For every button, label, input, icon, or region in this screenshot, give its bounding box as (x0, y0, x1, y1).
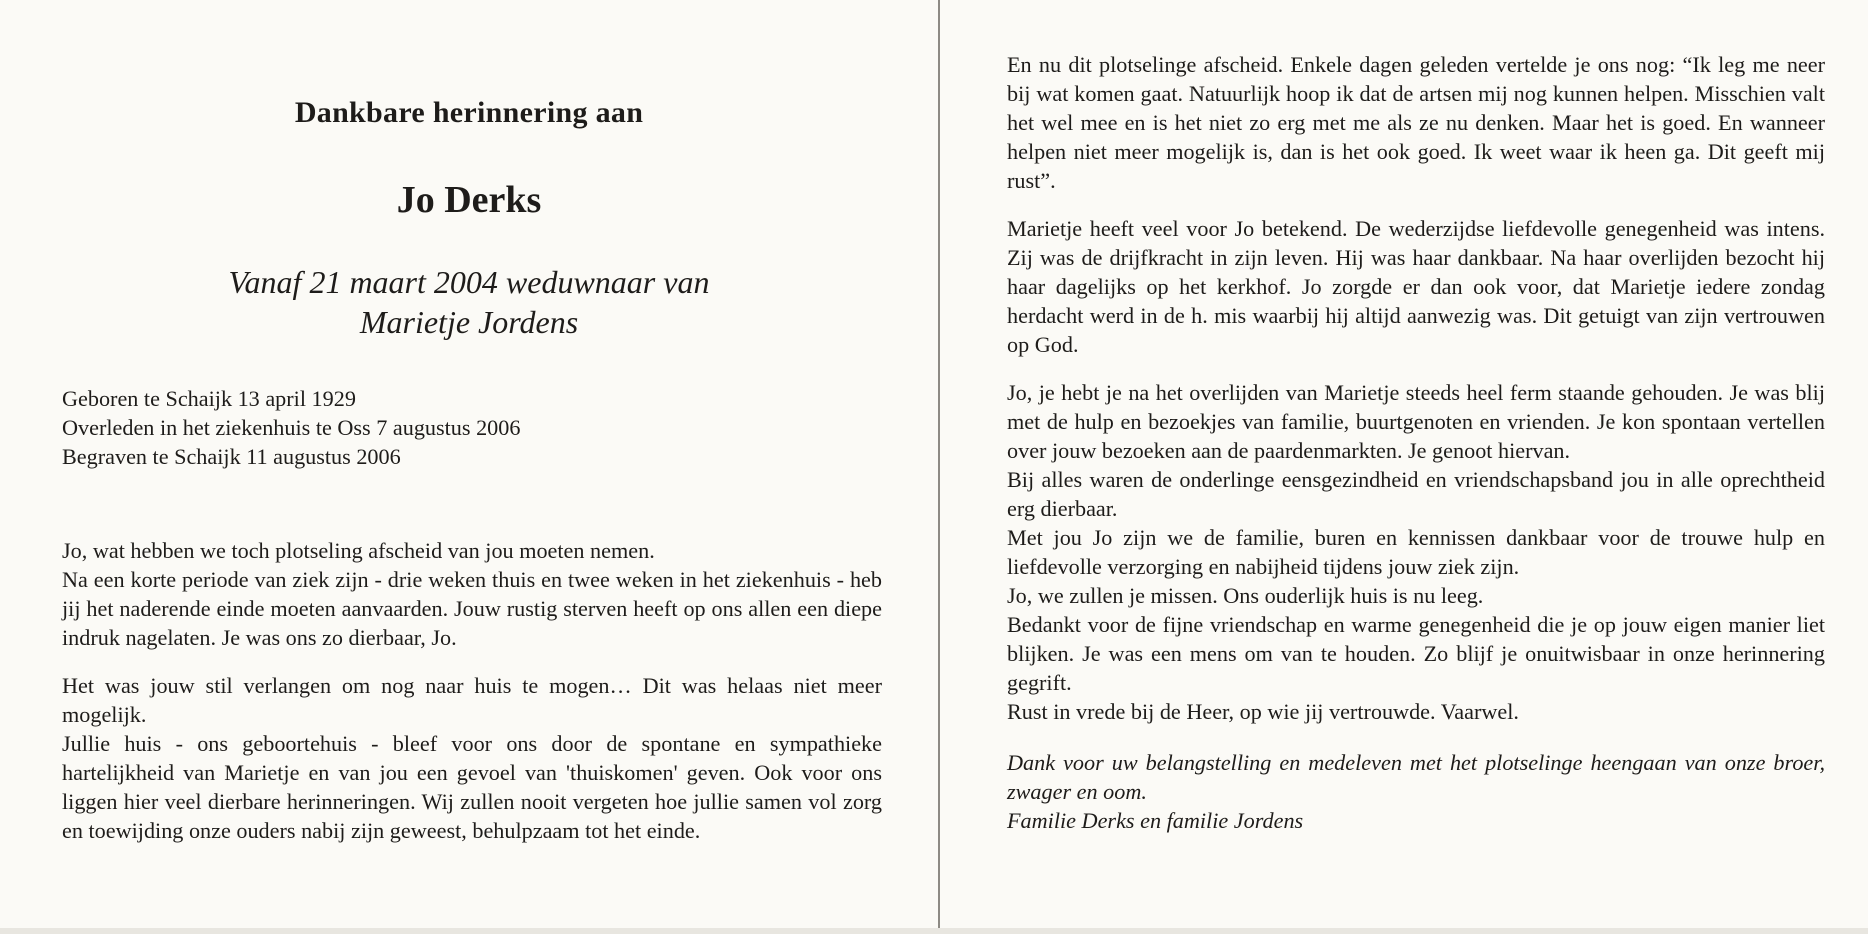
paragraph: Het was jouw stil verlangen om nog naar huis te mogen… Dit was helaas niet meer mogelijk. (62, 673, 882, 727)
paragraph: Bedankt voor de fijne vriendschap en warme genegenheid die je op jouw eigen manier liet blijken. Je was een mens om van te houden. Zo blijf je onuitwisbaar in onze herinnering gegrift. (1007, 612, 1825, 695)
left-body-text (62, 536, 882, 845)
paragraph: Bij alles waren de onderlinge eensgezindheid en vriendschapsband jou in alle oprechtheid erg dierbaar. (1007, 467, 1825, 521)
paragraph: Na een korte periode van ziek zijn - drie weken thuis en twee weken in het ziekenhuis - heb jij het naderende einde moeten aanvaarden. Jouw rustig sterven heeft op ons allen een diepe indruk nagelaten. Je was ons zo dierbaar, Jo. (62, 567, 882, 650)
paragraph: Jo, we zullen je missen. Ons ouderlijk huis is nu leeg. (1007, 583, 1484, 608)
paragraph: Met jou Jo zijn we de familie, buren en kennissen dankbaar voor de trouwe hulp en liefdevolle verzorging en nabijheid tijdens jouw ziek zijn. (1007, 525, 1825, 579)
paragraph: Marietje heeft veel voor Jo betekend. De wederzijdse liefdevolle genegenheid was intens. Zij was de drijfkracht in zijn leven. Hij was haar dankbaar. Na haar overlijden bezocht hij haar dagelijks op het kerkhof. Jo zorgde er dan ook voor, dat Marietje iedere zondag herdacht werd in de h. mis waarbij hij altijd aanwezig was. Dit getuigt van zijn vertrouwen op God. (1007, 216, 1825, 357)
bottom-edge (0, 928, 1868, 934)
life-dates (62, 384, 882, 471)
subtitle-line: Vanaf 21 maart 2004 weduwnaar van (228, 264, 710, 300)
paragraph: Rust in vrede bij de Heer, op wie jij vertrouwde. Vaarwel. (1007, 699, 1519, 724)
deceased-name: Jo Derks (396, 179, 542, 221)
paragraph: Jo, je hebt je na het overlijden van Marietje steeds heel ferm staande gehouden. Je was blij met de hulp en bezoekjes van familie, buurtgenoten en vrienden. Je kon spontaan vertellen over jouw bezoeken aan de paardenmarkten. Je genoot hiervan. (1007, 380, 1825, 463)
burial-line: Begraven te Schaijk 11 augustus 2006 (62, 444, 401, 469)
thanks-note: Dank voor uw belangstelling en medeleven met het plotselinge heengaan van onze broer, zwager en oom. (1007, 750, 1825, 804)
right-body-text (1007, 50, 1825, 835)
family-signature: Familie Derks en familie Jordens (1007, 808, 1304, 833)
paragraph: En nu dit plotselinge afscheid. Enkele dagen geleden vertelde je ons nog: “Ik leg me neer bij wat komen gaat. Natuurlijk hoop ik dat de artsen mij nog kunnen helpen. Misschien valt het wel mee en is het niet zo erg met me als ze nu denken. Maar het is goed. En wanneer helpen niet meer mogelijk is, dan is het ook goed. Ik weet waar ik heen ga. Dit geeft mij rust”. (1007, 52, 1825, 193)
birth-line: Geboren te Schaijk 13 april 1929 (62, 386, 356, 411)
paragraph: Jullie huis - ons geboortehuis - bleef voor ons door de spontane en sympathieke hartelijkheid van Marietje en van jou een gevoel van 'thuiskomen' geven. Ook voor ons liggen hier veel dierbare herinneringen. Wij zullen nooit vergeten hoe jullie samen vol zorg en toewijding onze ouders nabij zijn geweest, behulpzaam tot het einde. (62, 731, 882, 843)
death-line: Overleden in het ziekenhuis te Oss 7 augustus 2006 (62, 415, 521, 440)
widower-subtitle (0, 262, 938, 342)
paragraph: Jo, wat hebben we toch plotseling afscheid van jou moeten nemen. (62, 538, 655, 563)
card-title: Dankbare herinnering aan (294, 96, 644, 129)
subtitle-line: Marietje Jordens (359, 304, 579, 340)
